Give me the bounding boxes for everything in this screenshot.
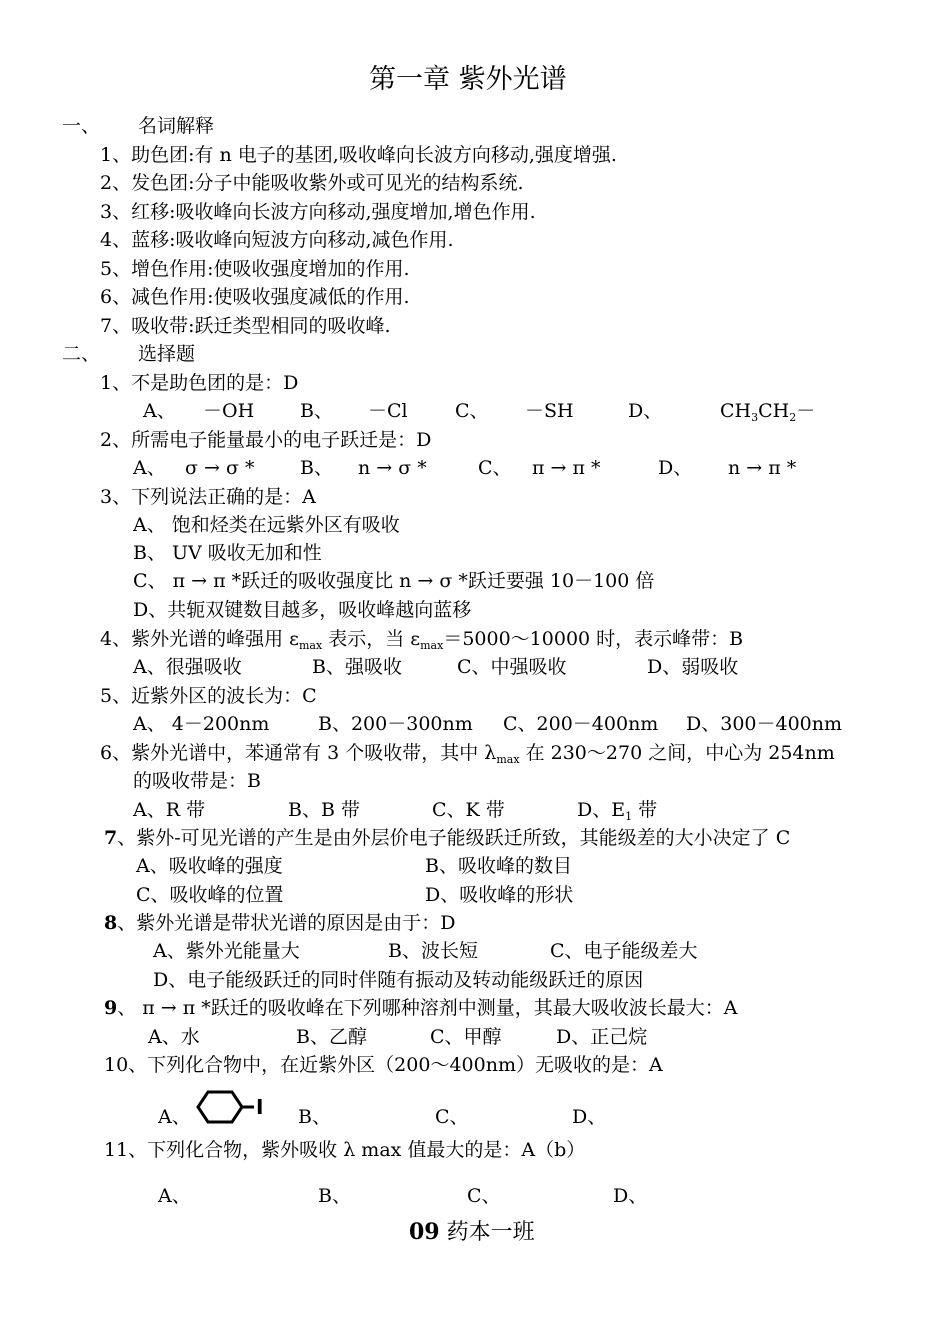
definition-item: 3、红移:吸收峰向长波方向移动,强度增加,增色作用. [100,201,536,223]
q10-option-d-label: D、 [572,1106,607,1128]
question-5-stem: 5、近紫外区的波长为：C [100,685,317,707]
definition-item: 1、助色团:有 n 电子的基团,吸收峰向长波方向移动,强度增强. [100,144,617,166]
q1-option-c-value: －SH [525,400,574,422]
q5-option-b: B、200－300nm [318,713,473,735]
section-2-number: 二、 [62,343,101,365]
question-10-stem: 10、下列化合物中，在近紫外区（200～400nm）无吸收的是：A [104,1054,663,1076]
q6-option-c: C、K 带 [432,799,505,821]
q7-option-c: C、吸收峰的位置 [136,884,284,906]
q2-option-c-label: C、 [478,457,512,479]
q2-option-d-value: n → π * [728,457,797,479]
q4-option-d: D、弱吸收 [647,656,739,678]
q1-option-b-label: B、 [300,400,333,422]
q3-option-c: C、 π → π *跃迁的吸收强度比 n → σ *跃迁要强 10－100 倍 [133,570,655,592]
q6-option-a: A、R 带 [133,799,206,821]
q2-option-d-label: D、 [658,457,693,479]
q7-option-d: D、吸收峰的形状 [425,884,574,906]
q1-option-d-value: $CH_3CH_2-$ [720,400,816,424]
question-1-stem: 1、不是助色团的是：D [100,372,299,394]
q11-option-d-label: D、 [613,1185,648,1207]
question-11-stem: 11、下列化合物，紫外吸收 λ max 值最大的是：A（b） [104,1139,586,1161]
q6-option-b: B、B 带 [288,799,360,821]
q2-option-c-value: π → π * [532,457,601,479]
question-8-stem: 8、紫外光谱是带状光谱的原因是由于：D [104,912,456,934]
question-3-stem: 3、下列说法正确的是：A [100,486,316,508]
q11-option-a-label: A、 [158,1185,191,1207]
q9-option-a: A、水 [148,1026,200,1048]
section-1-number: 一、 [62,115,101,137]
q5-option-c: C、200－400nm [503,713,659,735]
q11-option-c-label: C、 [467,1185,501,1207]
definition-item: 7、吸收带:跃迁类型相同的吸收峰. [100,315,391,337]
section-1-heading: 名词解释 [138,115,215,137]
q3-option-a: A、 饱和烃类在远紫外区有吸收 [133,514,400,536]
q9-option-b: B、乙醇 [296,1026,367,1048]
iodocyclohexane-structure [196,1089,268,1125]
q11-option-b-label: B、 [318,1185,351,1207]
section-2-heading: 选择题 [138,343,196,365]
q2-option-a-value: σ → σ * [185,457,255,479]
question-9-stem: 9、 π → π *跃迁的吸收峰在下列哪种溶剂中测量，其最大吸收波长最大：A [104,997,738,1019]
q2-option-b-value: n → σ * [358,457,427,479]
question-6-stem-continued: 的吸收带是：B [133,770,261,792]
class-name: 药本一班 [439,1220,535,1245]
q10-option-c-label: C、 [435,1106,469,1128]
q7-option-a: A、吸收峰的强度 [136,855,283,877]
definition-item: 6、减色作用:使吸收强度减低的作用. [100,286,410,308]
q7-option-b: B、吸收峰的数目 [425,855,572,877]
q8-option-b: B、波长短 [388,940,478,962]
q8-option-a: A、紫外光能量大 [153,940,300,962]
q9-option-c: C、甲醇 [430,1026,502,1048]
q4-option-a: A、很强吸收 [133,656,242,678]
q6-option-d: D、$E_1$ 带 [577,799,658,823]
q5-option-d: D、300－400nm [686,713,843,735]
question-6-stem: 6、紫外光谱中，苯通常有 3 个吸收带，其中 $\lambda_{max}$ 在 230～270 之间，中心为 254nm [100,742,835,766]
iodine-atom-label: I [256,1095,264,1119]
q4-option-c: C、中强吸收 [457,656,567,678]
q10-option-b-label: B、 [298,1106,331,1128]
class-year: 09 [409,1219,440,1245]
cyclohexane-ring [198,1092,242,1122]
q8-option-d: D、电子能级跃迁的同时伴随有振动及转动能级跃迁的原因 [153,969,644,991]
q3-option-b: B、 UV 吸收无加和性 [133,542,322,564]
question-2-stem: 2、所需电子能量最小的电子跃迁是：D [100,429,432,451]
q2-option-a-label: A、 [133,457,166,479]
class-footer [409,1221,535,1244]
page-title: 第一章 紫外光谱 [369,64,567,95]
q1-option-b-value: －Cl [368,400,408,422]
question-7-stem: 7、紫外-可见光谱的产生是由外层价电子能级跃迁所致，其能级差的大小决定了 C [104,827,791,849]
q2-option-b-label: B、 [300,457,333,479]
q9-option-d: D、正己烷 [556,1026,648,1048]
q10-option-a-label: A、 [158,1106,191,1128]
q1-option-a-label: A、 [143,400,176,422]
definition-item: 2、发色团:分子中能吸收紫外或可见光的结构系统. [100,172,524,194]
q1-option-c-label: C、 [455,400,489,422]
q1-option-a-value: －OH [203,400,255,422]
q4-option-b: B、强吸收 [312,656,402,678]
q1-option-d-label: D、 [628,400,663,422]
definition-item: 5、增色作用:使吸收强度增加的作用. [100,258,410,280]
q5-option-a: A、 4－200nm [133,713,270,735]
definition-item: 4、蓝移:吸收峰向短波方向移动,减色作用. [100,229,454,251]
q3-option-d: D、共轭双键数目越多，吸收峰越向蓝移 [133,599,472,621]
question-4-stem: 4、紫外光谱的峰强用 $\varepsilon_{max}$ 表示，当 $\varepsilon_{max}=5000\sim 10000$ 时，表示峰带：B [100,628,744,652]
q8-option-c: C、电子能级差大 [550,940,698,962]
